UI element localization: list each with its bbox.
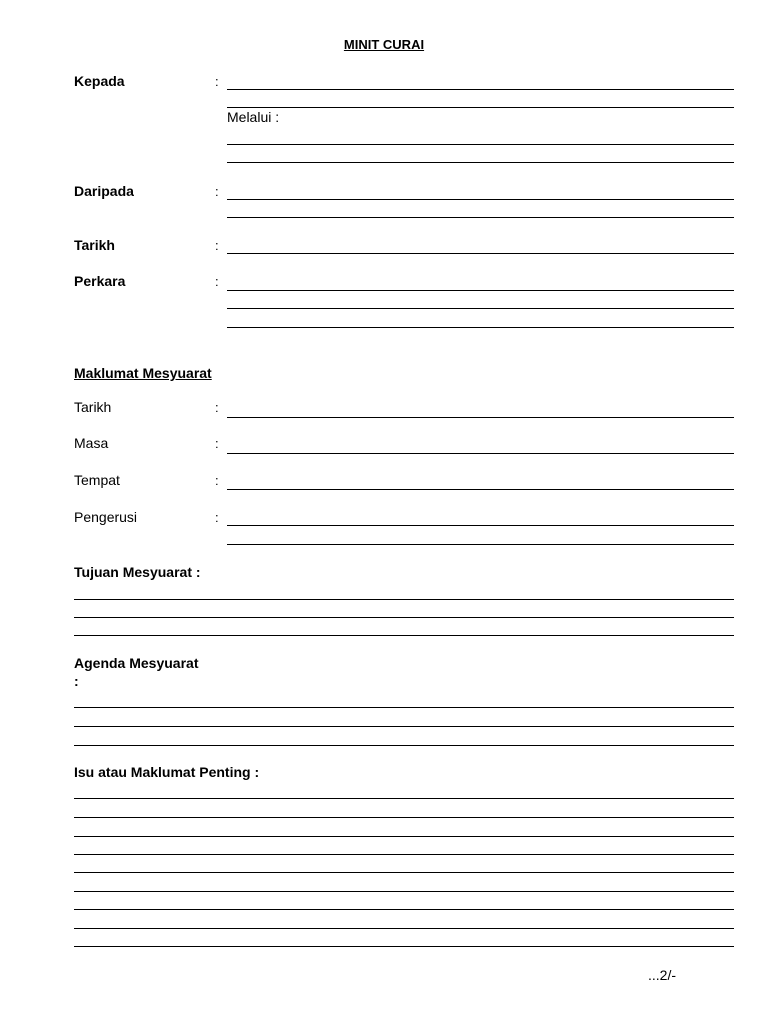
- meeting-masa-line[interactable]: [227, 453, 734, 454]
- perkara-line-3[interactable]: [227, 327, 734, 328]
- tujuan-line-2[interactable]: [74, 617, 734, 618]
- tujuan-line-3[interactable]: [74, 635, 734, 636]
- isu-line-8[interactable]: [74, 928, 734, 929]
- page-number: ...2/-: [648, 967, 677, 983]
- kepada-line-2[interactable]: [227, 107, 734, 108]
- perkara-line-1[interactable]: [227, 290, 734, 291]
- isu-line-4[interactable]: [74, 854, 734, 855]
- meeting-tempat-label: Tempat: [74, 472, 120, 488]
- agenda-colon: :: [74, 673, 79, 689]
- daripada-line-1[interactable]: [227, 199, 734, 200]
- meeting-pengerusi-colon: :: [215, 510, 219, 525]
- isu-heading: Isu atau Maklumat Penting :: [74, 764, 260, 780]
- isu-line-5[interactable]: [74, 872, 734, 873]
- kepada-line-1[interactable]: [227, 89, 734, 90]
- meeting-tarikh-colon: :: [215, 400, 219, 415]
- meeting-pengerusi-label: Pengerusi: [74, 509, 138, 525]
- melalui-line-2[interactable]: [227, 162, 734, 163]
- meeting-pengerusi-line-2[interactable]: [227, 544, 734, 545]
- isu-line-1[interactable]: [74, 798, 734, 799]
- isu-line-2[interactable]: [74, 817, 734, 818]
- daripada-label: Daripada: [74, 183, 134, 199]
- meeting-tempat-line[interactable]: [227, 489, 734, 490]
- agenda-line-2[interactable]: [74, 726, 734, 727]
- isu-line-3[interactable]: [74, 836, 734, 837]
- daripada-colon: :: [215, 184, 219, 199]
- melalui-label: Melalui :: [227, 109, 280, 125]
- kepada-label: Kepada: [74, 73, 125, 89]
- perkara-line-2[interactable]: [227, 308, 734, 309]
- meeting-masa-colon: :: [215, 436, 219, 451]
- agenda-heading: Agenda Mesyuarat: [74, 655, 199, 671]
- isu-line-6[interactable]: [74, 891, 734, 892]
- meeting-masa-label: Masa: [74, 435, 109, 451]
- tarikh-colon: :: [215, 238, 219, 253]
- meeting-heading: Maklumat Mesyuarat: [74, 365, 212, 381]
- meeting-pengerusi-line-1[interactable]: [227, 525, 734, 526]
- isu-line-7[interactable]: [74, 909, 734, 910]
- kepada-colon: :: [215, 74, 219, 89]
- meeting-tarikh-label: Tarikh: [74, 399, 112, 415]
- tarikh-line[interactable]: [227, 253, 734, 254]
- tujuan-line-1[interactable]: [74, 599, 734, 600]
- meeting-tempat-colon: :: [215, 473, 219, 488]
- agenda-line-3[interactable]: [74, 745, 734, 746]
- agenda-line-1[interactable]: [74, 707, 734, 708]
- melalui-line-1[interactable]: [227, 144, 734, 145]
- tujuan-heading: Tujuan Mesyuarat :: [74, 564, 201, 580]
- document-title: MINIT CURAI: [343, 37, 425, 52]
- meeting-tarikh-line[interactable]: [227, 417, 734, 418]
- perkara-colon: :: [215, 274, 219, 289]
- daripada-line-2[interactable]: [227, 217, 734, 218]
- perkara-label: Perkara: [74, 273, 126, 289]
- isu-line-9[interactable]: [74, 946, 734, 947]
- tarikh-label: Tarikh: [74, 237, 115, 253]
